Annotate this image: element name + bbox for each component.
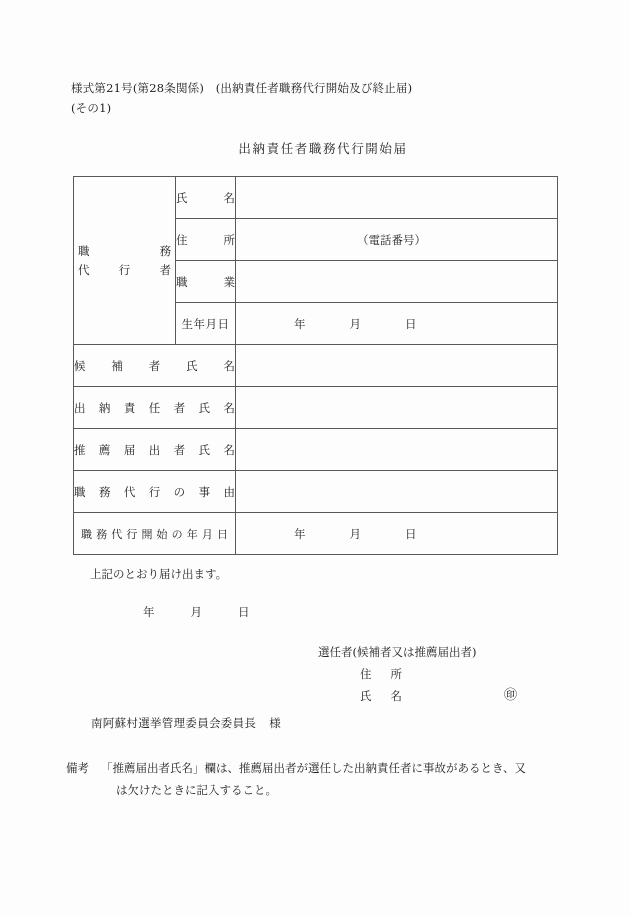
agent-address-label: 住所 xyxy=(176,219,236,261)
reason-label: 職務代行の事由 xyxy=(74,471,236,513)
table-row xyxy=(74,471,558,513)
remarks-line1: 「推薦届出者氏名」欄は、推薦届出者が選任した出納責任者に事故があるとき、又 xyxy=(101,761,527,775)
table-row xyxy=(74,513,558,555)
agent-merged-label-line2: 代行者 xyxy=(78,262,171,277)
agent-address-value[interactable] xyxy=(236,219,558,261)
form-number-line1: 様式第21号(第28条関係) (出納責任者職務代行開始及び終止届) xyxy=(71,81,413,95)
agent-occupation-label: 職業 xyxy=(176,261,236,303)
agent-merged-label-line1: 職 務 xyxy=(78,243,171,258)
birthdate-ymd xyxy=(236,316,557,332)
candidate-name-value[interactable] xyxy=(236,345,558,387)
agent-name-label: 氏名 xyxy=(176,177,236,219)
addressee-line xyxy=(91,715,281,731)
recommender-name-value[interactable] xyxy=(236,429,558,471)
addressee-name: 南阿蘇村選挙管理委員会委員長 xyxy=(91,716,257,730)
document-title: 出納責任者職務代行開始届 xyxy=(238,141,408,156)
seal-icon: ㊞ xyxy=(504,688,518,703)
table-row xyxy=(74,177,558,219)
agent-birthdate-value[interactable] xyxy=(236,303,558,345)
candidate-name-label: 候補者氏名 xyxy=(74,345,236,387)
table-row xyxy=(74,387,558,429)
treasurer-name-value[interactable] xyxy=(236,387,558,429)
signer-name-label: 氏 名 xyxy=(360,689,402,703)
signature-block xyxy=(318,641,560,707)
month-unit: 月 xyxy=(190,605,202,619)
agent-birthdate-label: 生年月日 xyxy=(176,303,236,345)
day-unit: 日 xyxy=(405,526,417,541)
year-unit: 年 xyxy=(294,316,306,331)
start-date-ymd xyxy=(236,526,557,542)
form-number-line2: (その1) xyxy=(71,101,112,115)
agent-occupation-value[interactable] xyxy=(236,261,558,303)
signer-address-row[interactable] xyxy=(318,663,560,685)
start-date-value[interactable] xyxy=(236,513,558,555)
day-unit: 日 xyxy=(405,316,417,331)
table-row xyxy=(74,429,558,471)
submission-date-line[interactable] xyxy=(143,604,250,620)
reason-value[interactable] xyxy=(236,471,558,513)
form-number-header xyxy=(71,78,412,118)
month-unit: 月 xyxy=(349,526,361,541)
year-unit: 年 xyxy=(294,526,306,541)
phone-number-note: （電話番号） xyxy=(357,232,426,247)
form-table xyxy=(73,176,558,555)
signer-name-row[interactable] xyxy=(318,685,560,707)
addressee-honorific: 様 xyxy=(269,716,282,730)
agent-merged-label xyxy=(74,177,176,345)
remarks-note xyxy=(66,757,566,801)
month-unit: 月 xyxy=(349,316,361,331)
year-unit: 年 xyxy=(143,605,155,619)
signer-title: 選任者(候補者又は推薦届出者) xyxy=(318,645,477,659)
remarks-label: 備考 xyxy=(66,761,89,775)
recommender-name-label: 推薦届出者氏名 xyxy=(74,429,236,471)
agent-name-value[interactable] xyxy=(236,177,558,219)
remarks-line2: は欠けたときに記入すること。 xyxy=(116,783,277,797)
declaration-statement: 上記のとおり届け出ます。 xyxy=(90,567,228,581)
start-date-label: 職務代行開始の年月日 xyxy=(74,513,236,555)
day-unit: 日 xyxy=(238,605,250,619)
table-row xyxy=(74,345,558,387)
signer-address-label: 住 所 xyxy=(360,667,402,681)
treasurer-name-label: 出納責任者氏名 xyxy=(74,387,236,429)
